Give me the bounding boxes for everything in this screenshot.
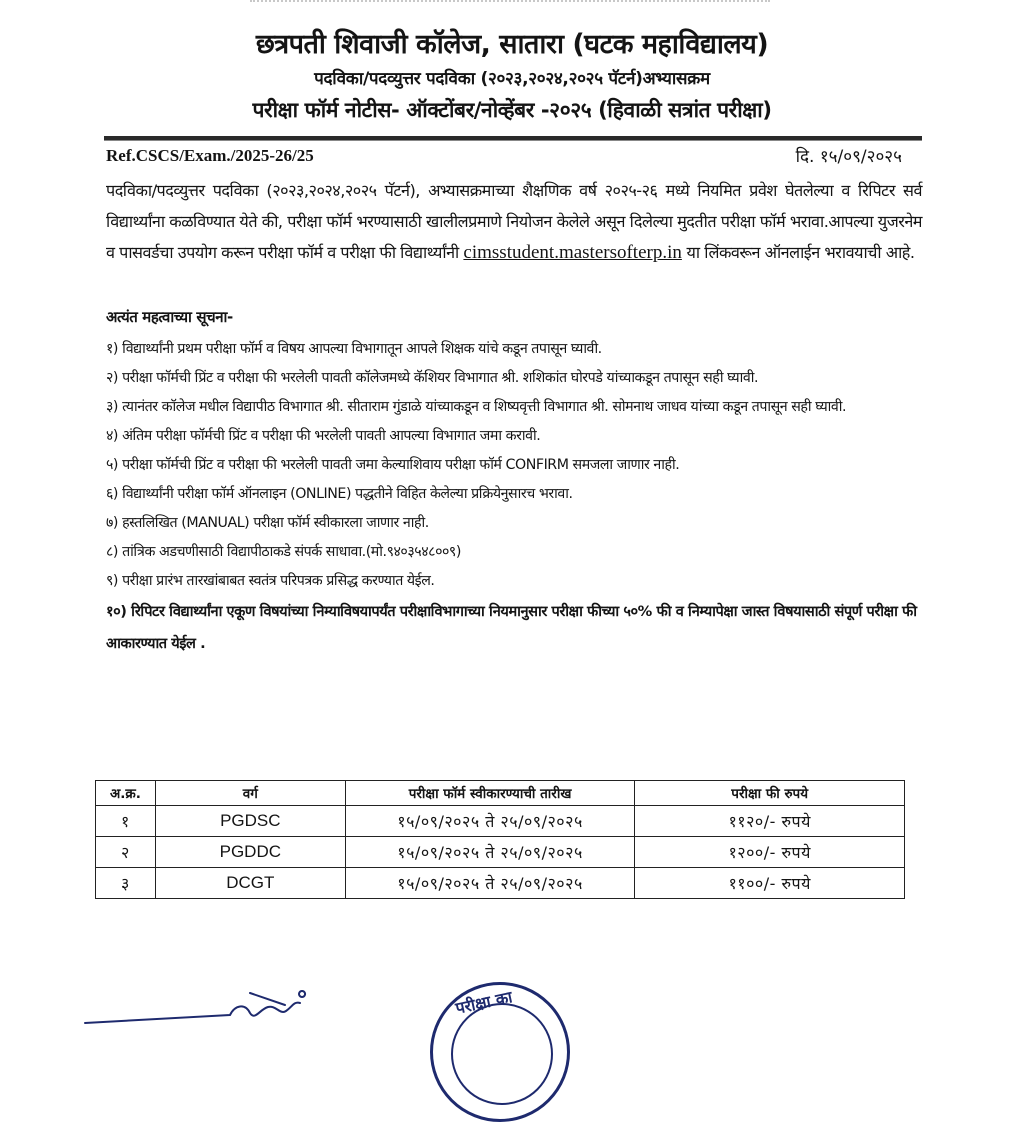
seal-inner-ring [451,1003,553,1105]
cell-dates: १५/०९/२०२५ ते २५/०९/२०२५ [345,806,635,837]
cell-class: PGDSC [155,806,345,837]
cell-serial: ३ [96,868,156,899]
intro-text: पदविका/पदव्युत्तर पदविका (२०२३,२०२४,२०२५ पॅटर्न), अभ्यासक्रमाच्या शैक्षणिक वर्ष २०२५-२६ मध्ये नियमित प्रवेश घेतलेल्या व रिपिटर सर्व विद्यार्थ्यांना कळविण्यात येते की, परीक्षा फॉर्म भरण्यासाठी खालीलप्रमाणे नियोजन केलेले असून दिलेल्या मुदतीत परीक्षा फॉर्म भरावा.आपल्या युजरनेम व पासवर्डचा उपयोग करून परीक्षा फॉर्म व परीक्षा फी विद्यार्थ्यांनी [106,181,922,262]
table-row [96,868,905,899]
instruction-item: ९) परीक्षा प्रारंभ तारखांबाबत स्वतंत्र परिपत्रक प्रसिद्ध करण्यात येईल. [106,573,435,589]
header-fee: परीक्षा फी रुपये [635,781,905,806]
instruction-item: २) परीक्षा फॉर्मची प्रिंट व परीक्षा फी भरलेली पावती कॉलेजमध्ये कॅशियर विभागात श्री. शशिकांत घोरपडे यांच्याकडून तपासून सही घ्यावी. [106,370,759,386]
notice-title: परीक्षा फॉर्म नोटीस- ऑक्टोंबर/नोव्हेंबर -२०२५ (हिवाळी सत्रांत परीक्षा) [252,98,772,122]
instruction-item: १०) रिपिटर विद्यार्थ्यांना एकूण विषयांच्या निम्याविषयापर्यंत परीक्षाविभागाच्या नियमानुसार परीक्षा फीच्या ५०% फी व निम्यापेक्षा जास्त विषयासाठी संपूर्ण परीक्षा फी आकारण्यात येईल . [106,603,917,652]
student-portal-link[interactable]: cimsstudent.mastersofterp.in [463,242,682,263]
cell-serial: १ [96,806,156,837]
instruction-item: ६) विद्यार्थ्यांनी परीक्षा फॉर्म ऑनलाइन (ONLINE) पद्धतीने विहित केलेल्या प्रक्रियेनुसारच भरावा. [106,486,573,502]
header-class: वर्ग [155,781,345,806]
instruction-item: ८) तांत्रिक अडचणीसाठी विद्यापीठाकडे संपर्क साधावा.(मो.९४०३५४८००९) [106,544,461,560]
seal-text: परीक्षा का [453,987,514,1018]
notice-date: दि. १५/०९/२०२५ [795,147,902,167]
official-seal [430,982,570,1122]
instruction-item: ३) त्यानंतर कॉलेज मधील विद्यापीठ विभागात श्री. सीताराम गुंडाळे यांच्याकडून व शिष्यवृत्ती विभागात श्री. सोमनाथ जाधव यांच्या कडून तपासून सही घ्यावी. [106,399,847,415]
cell-dates: १५/०९/२०२५ ते २५/०९/२०२५ [345,837,635,868]
instruction-item: ५) परीक्षा फॉर्मची प्रिंट व परीक्षा फी भरलेली पावती जमा केल्याशिवाय परीक्षा फॉर्म CONFIRM समजला जाणार नाही. [106,457,680,473]
cell-class: DCGT [155,868,345,899]
instruction-item: १) विद्यार्थ्यांनी प्रथम परीक्षा फॉर्म व विषय आपल्या विभागातून आपले शिक्षक यांचे कडून तपासून घ्यावी. [106,341,602,357]
handwritten-signature [80,985,350,1025]
table-row [96,806,905,837]
college-name: छत्रपती शिवाजी कॉलेज, सातारा (घटक महाविद्यालय) [255,29,769,60]
header-serial: अ.क्र. [96,781,156,806]
fee-schedule-table [95,780,905,899]
intro-text-end: या लिंकवरून ऑनलाईन भरावयाची आहे. [686,243,915,262]
cell-serial: २ [96,837,156,868]
instruction-item: ७) हस्तलिखित (MANUAL) परीक्षा फॉर्म स्वीकारला जाणार नाही. [106,515,429,531]
instructions-list [106,335,922,660]
cell-fee: ११००/- रुपये [635,868,905,899]
cell-class: PGDDC [155,837,345,868]
course-line: पदविका/पदव्युत्तर पदविका (२०२३,२०२४,२०२५ पॅटर्न)अभ्यासक्रम [314,69,710,89]
cut-off-letterhead [250,0,770,6]
header-divider [104,136,922,141]
instruction-item: ४) अंतिम परीक्षा फॉर्मची प्रिंट व परीक्षा फी भरलेली पावती आपल्या विभागात जमा करावी. [106,428,541,444]
table-row [96,837,905,868]
cell-fee: १२००/- रुपये [635,837,905,868]
header-dates: परीक्षा फॉर्म स्वीकारण्याची तारीख [345,781,635,806]
reference-number: Ref.CSCS/Exam./2025-26/25 [106,146,314,165]
cell-dates: १५/०९/२०२५ ते २५/०९/२०२५ [345,868,635,899]
table-header-row [96,781,905,806]
instructions-heading: अत्यंत महत्वाच्या सूचना- [106,308,233,326]
intro-paragraph [106,175,922,268]
cell-fee: ११२०/- रुपये [635,806,905,837]
